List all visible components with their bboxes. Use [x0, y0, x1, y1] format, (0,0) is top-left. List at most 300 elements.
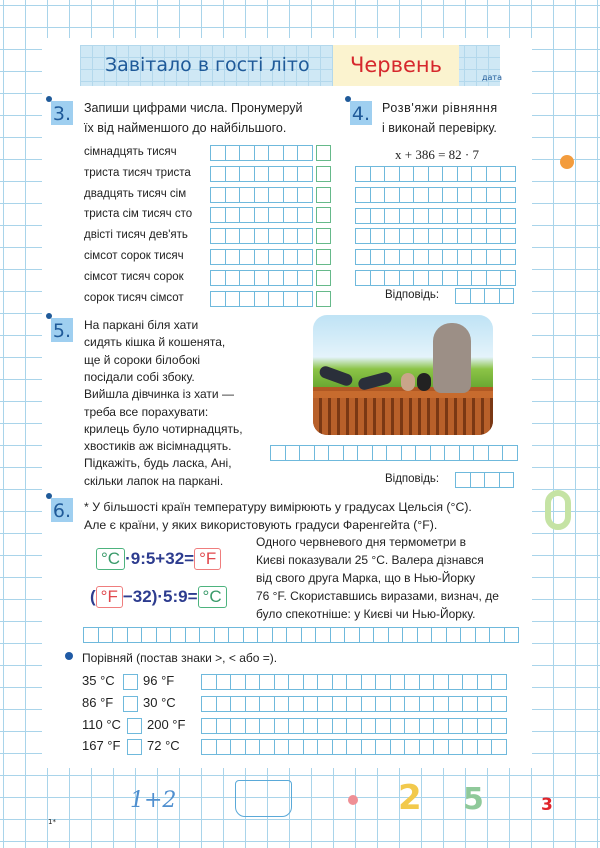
grid-cell[interactable]	[446, 627, 462, 643]
grid-cell[interactable]	[344, 627, 360, 643]
grid-cell[interactable]	[428, 208, 444, 224]
grid-cell[interactable]	[355, 270, 371, 286]
grid-cell[interactable]	[297, 228, 313, 244]
grid-cell[interactable]	[283, 145, 299, 161]
grid-cell[interactable]	[288, 696, 304, 712]
grid-cell[interactable]	[370, 270, 386, 286]
grid-cell[interactable]	[225, 249, 241, 265]
number-cells[interactable]	[210, 187, 312, 203]
grid-cell[interactable]	[471, 208, 487, 224]
grid-cell[interactable]	[370, 228, 386, 244]
grid-cell[interactable]	[489, 627, 505, 643]
grid-cell[interactable]	[288, 718, 304, 734]
grid-cell[interactable]	[370, 249, 386, 265]
grid-cell[interactable]	[399, 249, 415, 265]
grid-cell[interactable]	[357, 445, 373, 461]
grid-cell[interactable]	[285, 445, 301, 461]
grid-cell[interactable]	[245, 718, 261, 734]
grid-cell[interactable]	[431, 627, 447, 643]
sign-box[interactable]	[123, 696, 138, 712]
grid-cell[interactable]	[243, 627, 259, 643]
grid-cell[interactable]	[413, 187, 429, 203]
grid-cell[interactable]	[359, 627, 375, 643]
grid-cell[interactable]	[268, 249, 284, 265]
grid-cell[interactable]	[225, 166, 241, 182]
grid-cell[interactable]	[419, 696, 435, 712]
grid-cell[interactable]	[475, 627, 491, 643]
grid-cell[interactable]	[230, 718, 246, 734]
grid-cell[interactable]	[210, 145, 226, 161]
grid-cell[interactable]	[372, 445, 388, 461]
grid-cell[interactable]	[225, 187, 241, 203]
grid-cell[interactable]	[297, 291, 313, 307]
work-cells[interactable]	[355, 249, 515, 265]
grid-cell[interactable]	[201, 739, 217, 755]
grid-cell[interactable]	[462, 674, 478, 690]
grid-cell[interactable]	[283, 166, 299, 182]
grid-cell[interactable]	[239, 270, 255, 286]
grid-cell[interactable]	[457, 166, 473, 182]
work-cells[interactable]	[355, 208, 515, 224]
grid-cell[interactable]	[355, 249, 371, 265]
grid-cell[interactable]	[442, 228, 458, 244]
grid-cell[interactable]	[491, 696, 507, 712]
grid-cell[interactable]	[332, 696, 348, 712]
work-cells[interactable]	[83, 627, 518, 643]
grid-cell[interactable]	[402, 627, 418, 643]
grid-cell[interactable]	[428, 228, 444, 244]
grid-cell[interactable]	[502, 445, 518, 461]
grid-cell[interactable]	[399, 166, 415, 182]
grid-cell[interactable]	[239, 207, 255, 223]
grid-cell[interactable]	[491, 718, 507, 734]
number-cells[interactable]	[210, 166, 312, 182]
grid-cell[interactable]	[433, 718, 449, 734]
grid-cell[interactable]	[210, 166, 226, 182]
grid-cell[interactable]	[259, 739, 275, 755]
grid-cell[interactable]	[386, 445, 402, 461]
grid-cell[interactable]	[286, 627, 302, 643]
number-cells[interactable]	[210, 228, 312, 244]
grid-cell[interactable]	[384, 166, 400, 182]
grid-cell[interactable]	[156, 627, 172, 643]
grid-cell[interactable]	[484, 288, 500, 304]
grid-cell[interactable]	[384, 228, 400, 244]
grid-cell[interactable]	[471, 166, 487, 182]
grid-cell[interactable]	[404, 674, 420, 690]
grid-cell[interactable]	[428, 187, 444, 203]
grid-cell[interactable]	[230, 674, 246, 690]
grid-cell[interactable]	[254, 228, 270, 244]
grid-cell[interactable]	[268, 145, 284, 161]
grid-cell[interactable]	[500, 228, 516, 244]
grid-cell[interactable]	[274, 739, 290, 755]
grid-cell[interactable]	[112, 627, 128, 643]
grid-cell[interactable]	[444, 445, 460, 461]
grid-cell[interactable]	[375, 739, 391, 755]
grid-cell[interactable]	[484, 472, 500, 488]
grid-cell[interactable]	[98, 627, 114, 643]
grid-cell[interactable]	[210, 187, 226, 203]
grid-cell[interactable]	[442, 187, 458, 203]
grid-cell[interactable]	[210, 249, 226, 265]
grid-cell[interactable]	[317, 718, 333, 734]
grid-cell[interactable]	[384, 208, 400, 224]
grid-cell[interactable]	[343, 445, 359, 461]
grid-cell[interactable]	[462, 739, 478, 755]
grid-cell[interactable]	[272, 627, 288, 643]
grid-cell[interactable]	[268, 291, 284, 307]
grid-cell[interactable]	[388, 627, 404, 643]
grid-cell[interactable]	[314, 445, 330, 461]
grid-cell[interactable]	[370, 208, 386, 224]
grid-cell[interactable]	[390, 696, 406, 712]
grid-cell[interactable]	[361, 696, 377, 712]
number-cells[interactable]	[210, 270, 312, 286]
grid-cell[interactable]	[268, 187, 284, 203]
grid-cell[interactable]	[228, 627, 244, 643]
grid-cell[interactable]	[499, 472, 515, 488]
grid-cell[interactable]	[259, 718, 275, 734]
grid-cell[interactable]	[317, 739, 333, 755]
grid-cell[interactable]	[332, 718, 348, 734]
grid-cell[interactable]	[442, 249, 458, 265]
grid-cell[interactable]	[442, 166, 458, 182]
grid-cell[interactable]	[254, 249, 270, 265]
grid-cell[interactable]	[413, 249, 429, 265]
grid-cell[interactable]	[448, 674, 464, 690]
task-number: 3.	[52, 103, 72, 125]
grid-cell[interactable]	[185, 627, 201, 643]
grid-cell[interactable]	[83, 627, 99, 643]
magpie-icon	[357, 371, 393, 391]
grid-cell[interactable]	[210, 270, 226, 286]
task6-intro-2: Але є країни, у яких використовують градуси Фаренгейта (°F).	[84, 518, 438, 532]
grid-cell[interactable]	[471, 187, 487, 203]
grid-cell[interactable]	[448, 739, 464, 755]
grid-cell[interactable]	[361, 739, 377, 755]
grid-cell[interactable]	[428, 270, 444, 286]
grid-cell[interactable]	[355, 187, 371, 203]
grid-cell[interactable]	[210, 207, 226, 223]
grid-cell[interactable]	[288, 739, 304, 755]
grid-cell[interactable]	[417, 627, 433, 643]
grid-cell[interactable]	[254, 270, 270, 286]
rank-box[interactable]	[316, 270, 331, 286]
grid-cell[interactable]	[457, 249, 473, 265]
grid-cell[interactable]	[199, 627, 215, 643]
number-cells[interactable]	[210, 291, 312, 307]
grid-cell[interactable]	[268, 228, 284, 244]
number-cells[interactable]	[210, 145, 312, 161]
grid-cell[interactable]	[390, 718, 406, 734]
grid-cell[interactable]	[210, 228, 226, 244]
grid-cell[interactable]	[413, 270, 429, 286]
grid-cell[interactable]	[245, 674, 261, 690]
grid-cell[interactable]	[457, 270, 473, 286]
sign-box[interactable]	[123, 674, 138, 690]
grid-cell[interactable]	[239, 291, 255, 307]
number-cells[interactable]	[210, 249, 312, 265]
grid-cell[interactable]	[297, 187, 313, 203]
grid-cell[interactable]	[283, 270, 299, 286]
grid-cell[interactable]	[346, 718, 362, 734]
grid-cell[interactable]	[448, 718, 464, 734]
grid-cell[interactable]	[283, 228, 299, 244]
grid-cell[interactable]	[460, 627, 476, 643]
grid-cell[interactable]	[486, 208, 502, 224]
number-cells[interactable]	[210, 207, 312, 223]
work-cells[interactable]	[355, 270, 515, 286]
work-cells[interactable]	[355, 187, 515, 203]
grid-cell[interactable]	[361, 674, 377, 690]
grid-cell[interactable]	[216, 739, 232, 755]
rank-box[interactable]	[316, 228, 331, 244]
answer-cells[interactable]	[455, 288, 513, 304]
grid-cell[interactable]	[477, 674, 493, 690]
grid-cell[interactable]	[486, 249, 502, 265]
grid-cell[interactable]	[399, 270, 415, 286]
grid-cell[interactable]	[375, 674, 391, 690]
grid-cell[interactable]	[201, 696, 217, 712]
grid-cell[interactable]	[390, 674, 406, 690]
grid-cell[interactable]	[299, 445, 315, 461]
grid-cell[interactable]	[332, 739, 348, 755]
grid-cell[interactable]	[477, 696, 493, 712]
grid-cell[interactable]	[486, 228, 502, 244]
grid-cell[interactable]	[473, 445, 489, 461]
grid-cell[interactable]	[288, 674, 304, 690]
grid-cell[interactable]	[390, 739, 406, 755]
task6-intro-1: * У більшості країн температуру вимірюють у градусах Цельсія (°C).	[84, 500, 472, 514]
grid-cell[interactable]	[486, 166, 502, 182]
grid-cell[interactable]	[442, 208, 458, 224]
grid-cell[interactable]	[471, 228, 487, 244]
rank-box[interactable]	[316, 187, 331, 203]
rank-box[interactable]	[316, 249, 331, 265]
grid-cell[interactable]	[370, 187, 386, 203]
grid-cell[interactable]	[283, 207, 299, 223]
grid-cell[interactable]	[239, 145, 255, 161]
grid-cell[interactable]	[500, 249, 516, 265]
grid-cell[interactable]	[486, 270, 502, 286]
grid-cell[interactable]	[254, 291, 270, 307]
grid-cell[interactable]	[355, 208, 371, 224]
grid-cell[interactable]	[268, 166, 284, 182]
rank-box[interactable]	[316, 207, 331, 223]
grid-cell[interactable]	[317, 674, 333, 690]
rank-box[interactable]	[316, 166, 331, 182]
grid-cell[interactable]	[457, 187, 473, 203]
work-cells[interactable]	[270, 445, 517, 461]
grid-cell[interactable]	[268, 207, 284, 223]
grid-cell[interactable]	[127, 627, 143, 643]
grid-cell[interactable]	[399, 208, 415, 224]
grid-cell[interactable]	[301, 627, 317, 643]
grid-cell[interactable]	[210, 291, 226, 307]
grid-cell[interactable]	[470, 472, 486, 488]
grid-cell[interactable]	[471, 270, 487, 286]
grid-cell[interactable]	[216, 674, 232, 690]
grid-cell[interactable]	[239, 249, 255, 265]
grid-cell[interactable]	[297, 270, 313, 286]
sign-box[interactable]	[127, 718, 142, 734]
grid-cell[interactable]	[355, 166, 371, 182]
grid-cell[interactable]	[455, 288, 471, 304]
grid-cell[interactable]	[297, 249, 313, 265]
grid-cell[interactable]	[370, 166, 386, 182]
grid-cell[interactable]	[404, 718, 420, 734]
grid-cell[interactable]	[399, 228, 415, 244]
work-cells[interactable]	[201, 718, 506, 734]
grid-cell[interactable]	[274, 696, 290, 712]
grid-cell[interactable]	[201, 718, 217, 734]
grid-cell[interactable]	[361, 718, 377, 734]
grid-cell[interactable]	[488, 445, 504, 461]
grid-cell[interactable]	[225, 207, 241, 223]
grid-cell[interactable]	[216, 718, 232, 734]
grid-cell[interactable]	[504, 627, 520, 643]
grid-cell[interactable]	[225, 228, 241, 244]
grid-cell[interactable]	[214, 627, 230, 643]
grid-cell[interactable]	[419, 718, 435, 734]
grid-cell[interactable]	[428, 166, 444, 182]
grid-cell[interactable]	[459, 445, 475, 461]
sign-box[interactable]	[127, 739, 142, 755]
grid-cell[interactable]	[486, 187, 502, 203]
grid-cell[interactable]	[491, 674, 507, 690]
grid-cell[interactable]	[433, 696, 449, 712]
rank-box[interactable]	[316, 145, 331, 161]
grid-cell[interactable]	[413, 208, 429, 224]
grid-cell[interactable]	[268, 270, 284, 286]
grid-cell[interactable]	[457, 208, 473, 224]
grid-cell[interactable]	[257, 627, 273, 643]
grid-cell[interactable]	[384, 249, 400, 265]
grid-cell[interactable]	[283, 187, 299, 203]
grid-cell[interactable]	[413, 166, 429, 182]
rank-box[interactable]	[316, 291, 331, 307]
grid-cell[interactable]	[303, 696, 319, 712]
grid-cell[interactable]	[254, 187, 270, 203]
grid-cell[interactable]	[500, 208, 516, 224]
grid-cell[interactable]	[455, 472, 471, 488]
grid-cell[interactable]	[471, 249, 487, 265]
grid-cell[interactable]	[433, 674, 449, 690]
grid-cell[interactable]	[500, 166, 516, 182]
grid-cell[interactable]	[462, 696, 478, 712]
grid-cell[interactable]	[332, 674, 348, 690]
grid-cell[interactable]	[270, 445, 286, 461]
grid-cell[interactable]	[254, 207, 270, 223]
grid-cell[interactable]	[303, 674, 319, 690]
grid-cell[interactable]	[274, 718, 290, 734]
grid-cell[interactable]	[201, 674, 217, 690]
grid-cell[interactable]	[230, 739, 246, 755]
grid-cell[interactable]	[500, 270, 516, 286]
work-cells[interactable]	[201, 674, 506, 690]
grid-cell[interactable]	[404, 739, 420, 755]
grid-cell[interactable]	[239, 166, 255, 182]
grid-cell[interactable]	[457, 228, 473, 244]
grid-cell[interactable]	[399, 187, 415, 203]
grid-cell[interactable]	[384, 187, 400, 203]
grid-cell[interactable]	[283, 291, 299, 307]
work-cells[interactable]	[201, 739, 506, 755]
grid-cell[interactable]	[419, 739, 435, 755]
grid-cell[interactable]	[259, 674, 275, 690]
grid-cell[interactable]	[328, 445, 344, 461]
grid-cell[interactable]	[419, 674, 435, 690]
grid-cell[interactable]	[346, 674, 362, 690]
grid-cell[interactable]	[239, 228, 255, 244]
grid-cell[interactable]	[297, 145, 313, 161]
grid-cell[interactable]	[259, 696, 275, 712]
grid-cell[interactable]	[346, 696, 362, 712]
grid-cell[interactable]	[230, 696, 246, 712]
grid-cell[interactable]	[433, 739, 449, 755]
grid-cell[interactable]	[303, 739, 319, 755]
grid-cell[interactable]	[415, 445, 431, 461]
grid-cell[interactable]	[442, 270, 458, 286]
grid-cell[interactable]	[448, 696, 464, 712]
grid-cell[interactable]	[254, 145, 270, 161]
grid-cell[interactable]	[315, 627, 331, 643]
grid-cell[interactable]	[245, 696, 261, 712]
grid-cell[interactable]	[303, 718, 319, 734]
grid-cell[interactable]	[477, 718, 493, 734]
grid-cell[interactable]	[225, 145, 241, 161]
grid-cell[interactable]	[355, 228, 371, 244]
grid-cell[interactable]	[430, 445, 446, 461]
grid-cell[interactable]	[346, 739, 362, 755]
grid-cell[interactable]	[375, 696, 391, 712]
magpie-icon	[318, 365, 354, 388]
grid-cell[interactable]	[216, 696, 232, 712]
grid-cell[interactable]	[274, 674, 290, 690]
grid-cell[interactable]	[141, 627, 157, 643]
grid-cell[interactable]	[500, 187, 516, 203]
grid-cell[interactable]	[254, 166, 270, 182]
grid-cell[interactable]	[297, 166, 313, 182]
grid-cell[interactable]	[317, 696, 333, 712]
grid-cell[interactable]	[330, 627, 346, 643]
grid-cell[interactable]	[413, 228, 429, 244]
grid-cell[interactable]	[239, 187, 255, 203]
grid-cell[interactable]	[428, 249, 444, 265]
grid-cell[interactable]	[225, 291, 241, 307]
grid-cell[interactable]	[491, 739, 507, 755]
work-cells[interactable]	[355, 228, 515, 244]
grid-cell[interactable]	[283, 249, 299, 265]
grid-cell[interactable]	[245, 739, 261, 755]
grid-cell[interactable]	[375, 718, 391, 734]
answer-cells[interactable]	[455, 472, 513, 488]
grid-cell[interactable]	[170, 627, 186, 643]
work-cells[interactable]	[355, 166, 515, 182]
grid-cell[interactable]	[462, 718, 478, 734]
work-cells[interactable]	[201, 696, 506, 712]
grid-cell[interactable]	[373, 627, 389, 643]
grid-cell[interactable]	[401, 445, 417, 461]
grid-cell[interactable]	[499, 288, 515, 304]
grid-cell[interactable]	[470, 288, 486, 304]
grid-cell[interactable]	[384, 270, 400, 286]
grid-cell[interactable]	[477, 739, 493, 755]
grid-cell[interactable]	[297, 207, 313, 223]
grid-cell[interactable]	[225, 270, 241, 286]
grid-cell[interactable]	[404, 696, 420, 712]
